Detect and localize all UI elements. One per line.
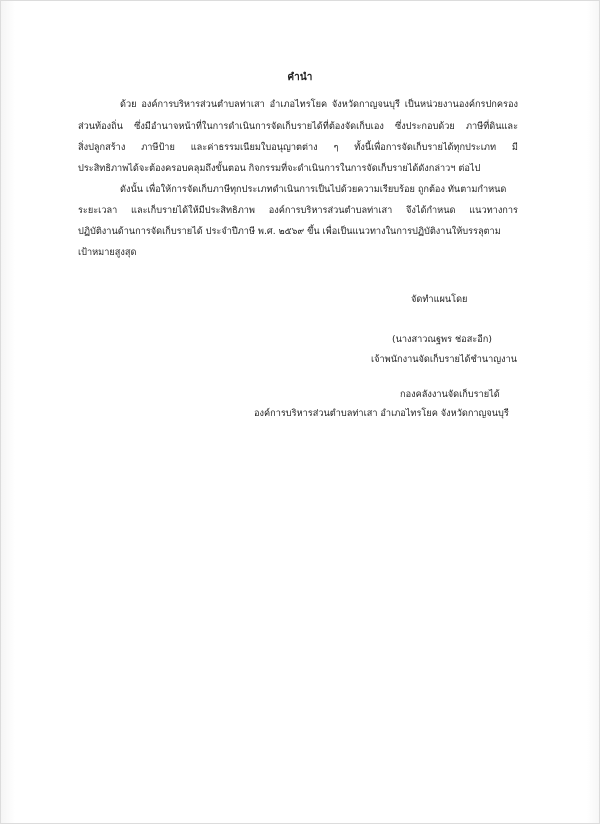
signer-name: (นางสาวณฐพร ช่อสะอีก) bbox=[392, 334, 492, 345]
text-segment: เป็นหน่วยงานองค์กรปกครอง bbox=[404, 99, 518, 110]
text-segment: และค่าธรรมเนียมใบอนุญาตต่าง bbox=[190, 142, 318, 153]
paragraph-2-line-1: ดังนั้น เพื่อให้การจัดเก็บภาษีทุกประเภทดำเนินการเป็นไปด้วยความเรียบร้อย ถูกต้อง ทันตามกำหนด bbox=[120, 184, 507, 195]
text-segment: อำเภอไทรโยค bbox=[269, 99, 328, 110]
text-segment: ส่วนท้องถิ่น bbox=[78, 121, 123, 132]
text-segment: ๆ bbox=[333, 142, 339, 153]
paragraph-2-line-4: เป้าหมายสูงสุด bbox=[78, 247, 137, 258]
text-segment: แนวทางการ bbox=[469, 205, 518, 216]
signer-position: เจ้าพนักงานจัดเก็บรายได้ชำนาญงาน bbox=[371, 354, 518, 365]
text-segment: ซึ่งประกอบด้วย bbox=[394, 121, 455, 132]
text-segment: จึงได้กำหนด bbox=[406, 205, 456, 216]
paragraph-1-line-2 bbox=[78, 121, 518, 133]
text-segment: ภาษีป้าย bbox=[141, 142, 175, 153]
organization-name: องค์การบริหารส่วนตำบลท่าเสา อำเภอไทรโยค จังหวัดกาญจนบุรี bbox=[254, 408, 509, 419]
text-segment: องค์การบริหารส่วนตำบลท่าเสา bbox=[268, 205, 393, 216]
text-segment: ซึ่งมีอำนาจหน้าที่ในการดำเนินการจัดเก็บรายได้ที่ต้องจัดเก็บเอง bbox=[134, 121, 384, 132]
document-title: คำนำ bbox=[287, 72, 313, 83]
text-segment: ทั้งนี้เพื่อการจัดเก็บรายได้ทุกประเภท bbox=[354, 142, 496, 153]
text-segment: ภาษีที่ดินและ bbox=[465, 121, 518, 132]
text-segment: จังหวัดกาญจนบุรี bbox=[331, 99, 400, 110]
paragraph-1-line-4: ประสิทธิภาพได้จะต้องครอบคลุมถึงขั้นตอน กิจกรรมที่จะดำเนินการในการจัดเก็บรายได้ดังกล่าวฯ ต่อไป bbox=[78, 163, 481, 174]
text-segment: ด้วย bbox=[120, 99, 137, 110]
text-segment: และเก็บรายได้ให้มีประสิทธิภาพ bbox=[131, 205, 255, 216]
prepared-by-label: จัดทำแผนโดย bbox=[411, 294, 468, 305]
paragraph-2-line-3: ปฏิบัติงานด้านการจัดเก็บรายได้ ประจำปีภาษี พ.ศ. ๒๕๖๙ ขึ้น เพื่อเป็นแนวทางในการปฏิบัติงานให้บรรลุตาม bbox=[78, 226, 501, 237]
division-name: กองคลังงานจัดเก็บรายได้ bbox=[400, 389, 500, 400]
text-segment: ระยะเวลา bbox=[78, 205, 118, 216]
text-segment: สิ่งปลูกสร้าง bbox=[78, 142, 126, 153]
paragraph-1-line-1 bbox=[120, 99, 518, 111]
text-segment: มี bbox=[511, 142, 518, 153]
paragraph-2-line-2 bbox=[78, 205, 518, 217]
paragraph-1-line-3 bbox=[78, 142, 518, 154]
text-segment: องค์การบริหารส่วนตำบลท่าเสา bbox=[141, 99, 265, 110]
